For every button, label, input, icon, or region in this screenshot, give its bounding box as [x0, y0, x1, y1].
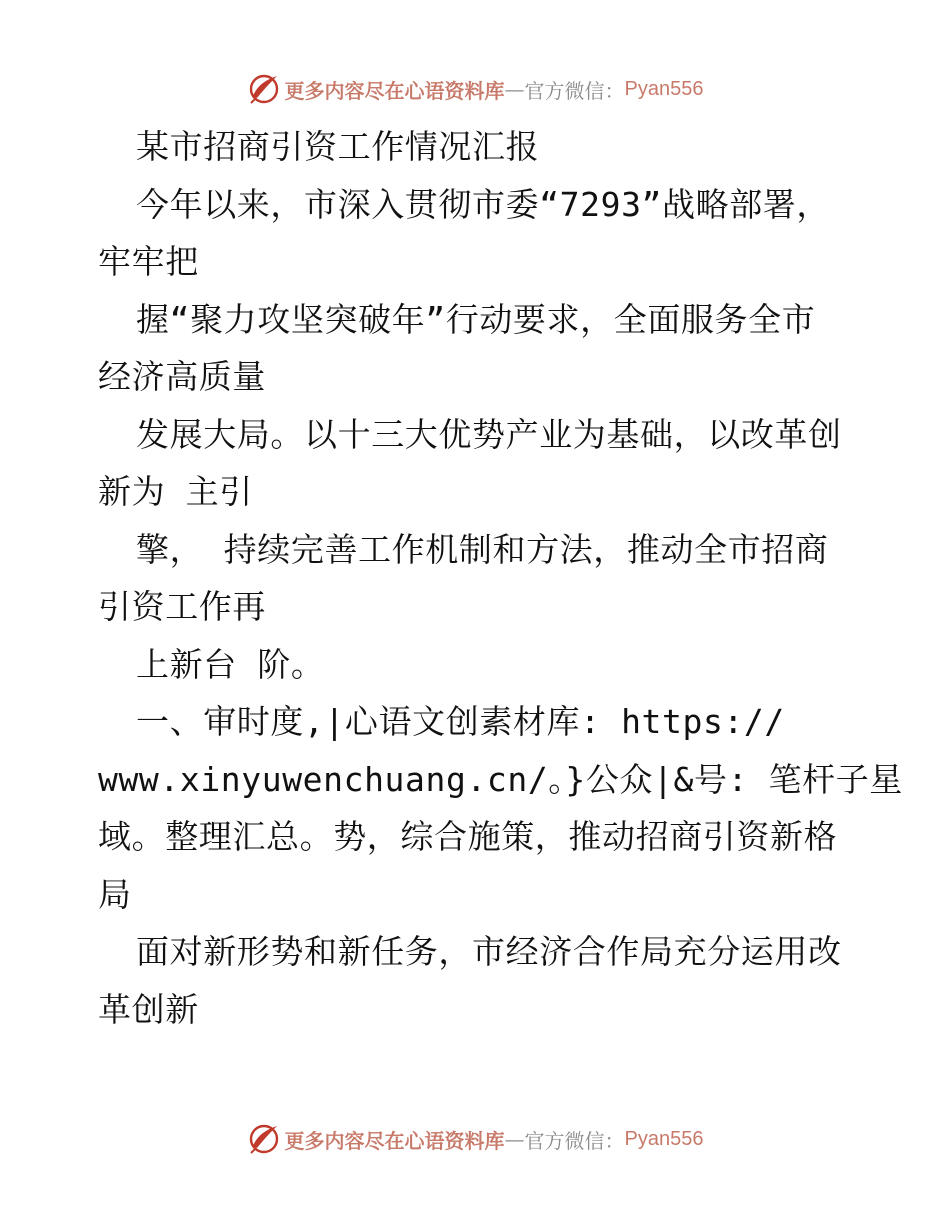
watermark-wechat-label: 官方微信：	[524, 78, 625, 103]
quill-logo-icon	[247, 72, 281, 106]
document-body	[98, 118, 903, 1038]
text-line: 域。整理汇总。势，综合施策，推动招商引资新格	[98, 817, 838, 856]
watermark-brand: 更多内容尽在心语资料库	[284, 78, 505, 103]
header-watermark	[0, 72, 950, 106]
text-line: 擎， 持续完善工作机制和方法，推动全市招商	[136, 529, 829, 569]
watermark-brand: 更多内容尽在心语资料库	[284, 1128, 505, 1153]
watermark-wechat-id: Pyan556	[624, 77, 704, 100]
text-line: www.xinyuwenchuang.cn/。}公众|&号: 笔杆子星	[98, 759, 903, 799]
watermark-wechat-label: 官方微信：	[524, 1128, 625, 1153]
text-line: 局	[98, 874, 132, 914]
quill-logo-icon	[247, 1122, 281, 1156]
text-line: 引资工作再	[98, 587, 266, 626]
watermark-wechat-id: Pyan556	[624, 1127, 704, 1150]
text-line: 牢牢把	[98, 242, 199, 281]
text-line: 上新台 阶。	[136, 644, 325, 684]
watermark-separator: —	[504, 77, 525, 101]
text-line: 握“聚力攻坚突破年”行动要求，全面服务全市	[136, 299, 816, 339]
text-line: 新为 主引	[98, 472, 253, 511]
text-line: 面对新形势和新任务，市经济合作局充分运用改	[136, 932, 842, 971]
text-line: 今年以来，市深入贯彻市委“7293”战略部署，	[136, 184, 831, 224]
text-line: 某市招商引资工作情况汇报	[136, 127, 540, 166]
footer-watermark	[0, 1122, 950, 1156]
text-line: 经济高质量	[98, 357, 266, 396]
text-line: 革创新	[98, 989, 199, 1029]
watermark-separator: —	[504, 1127, 525, 1151]
text-line: 发展大局。以十三大优势产业为基础，以改革创	[136, 414, 842, 454]
text-line: 一、审时度,|心语文创素材库: https://	[136, 702, 785, 741]
